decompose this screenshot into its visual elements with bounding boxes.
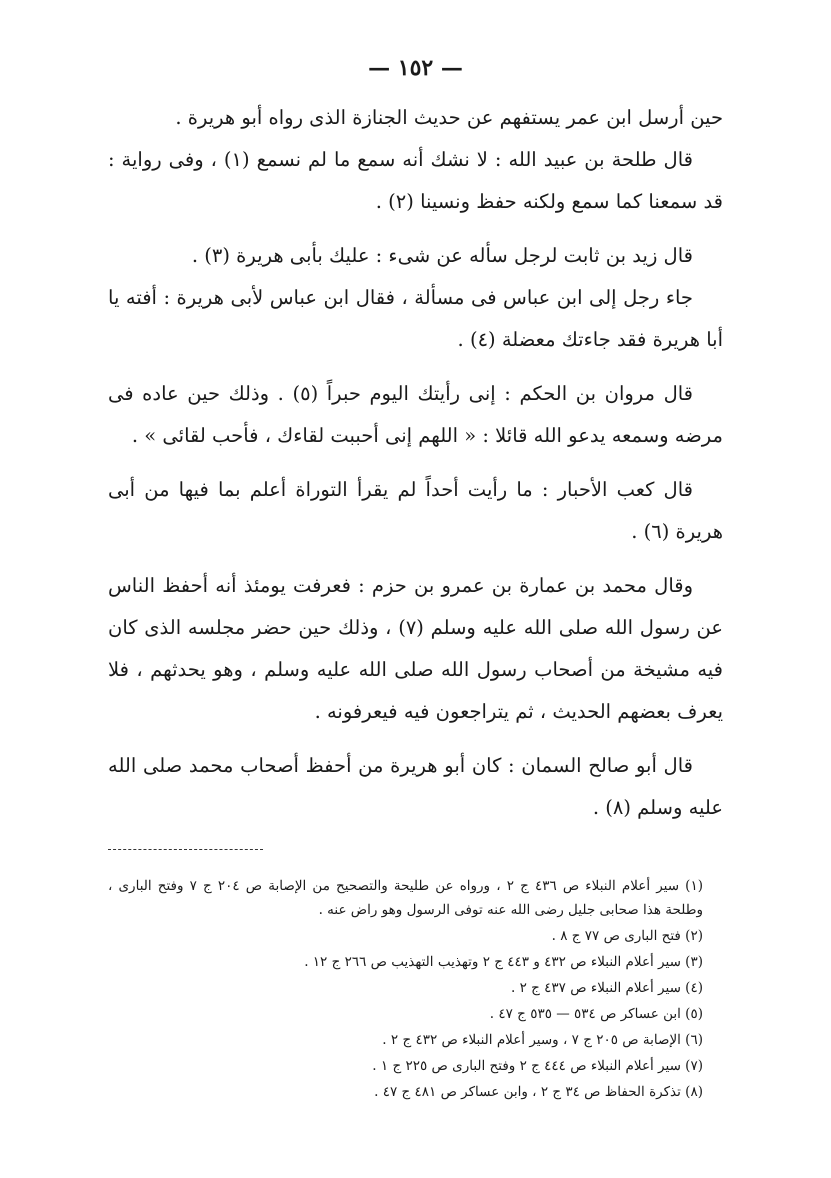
footnote-separator [108,849,263,850]
paragraph-7: وقال محمد بن عمارة بن عمرو بن حزم : فعرفت يومئذ أنه أحفظ الناس عن رسول الله صلى الله عليه وسلم (٧) ، وذلك حين حضر مجلسه الذى كان فيه مشيخة من أصحاب رسول الله صلى الله عليه وسلم ، وهو يحدثهم ، فلا يعرف بعضهم الحديث ، ثم يتراجعون فيه فيعرفونه . [108,574,723,723]
footnote-7: (٧) سير أعلام النبلاء ص ٤٤٤ ج ٢ وفتح البارى ص ٢٢٥ ج ١ . [372,1058,703,1074]
paragraph-4: جاء رجل إلى ابن عباس فى مسألة ، فقال ابن عباس لأبى هريرة : أفته يا أبا هريرة فقد جاءتك معضلة (٤) . [108,286,723,351]
footnote-6: (٦) الإصابة ص ٢٠٥ ج ٧ ، وسير أعلام النبلاء ص ٤٣٢ ج ٢ . [382,1032,703,1048]
footnote-5: (٥) ابن عساكر ص ٥٣٤ — ٥٣٥ ج ٤٧ . [489,1006,703,1022]
footnote-4: (٤) سير أعلام النبلاء ص ٤٣٧ ج ٢ . [511,980,703,996]
paragraph-1: حين أرسل ابن عمر يستفهم عن حديث الجنازة الذى رواه أبو هريرة . [175,106,723,129]
footnote-1: (١) سير أعلام النبلاء ص ٤٣٦ ج ٢ ، ورواه عن طليحة والتصحيح من الإصابة ص ٢٠٤ ج ٧ وفتح البارى ، وطلحة هذا صحابى جليل رضى الله عنه توفى الرسول وهو راض عنه . [108,878,703,918]
footnotes [108,874,723,1104]
page-number: — ١٥٢ — [368,55,463,81]
footnote-8: (٨) تذكرة الحفاظ ص ٣٤ ج ٢ ، وابن عساكر ص ٤٨١ ج ٤٧ . [374,1084,703,1100]
paragraph-2: قال طلحة بن عبيد الله : لا نشك أنه سمع ما لم نسمع (١) ، وفى رواية : قد سمعنا كما سمع ولكنه حفظ ونسينا (٢) . [108,148,723,213]
main-text [108,97,723,829]
paragraph-3: قال زيد بن ثابت لرجل سأله عن شىء : عليك بأبى هريرة (٣) . [191,244,693,267]
paragraph-8: قال أبو صالح السمان : كان أبو هريرة من أحفظ أصحاب محمد صلى الله عليه وسلم (٨) . [108,754,723,819]
footnote-2: (٢) فتح البارى ص ٧٧ ج ٨ . [551,928,703,944]
footnote-3: (٣) سير أعلام النبلاء ص ٤٣٢ و ٤٤٣ ج ٢ وتهذيب التهذيب ص ٢٦٦ ج ١٢ . [304,954,703,970]
paragraph-5: قال مروان بن الحكم : إنى رأيتك اليوم حبراً (٥) . وذلك حين عاده فى مرضه وسمعه يدعو الله قائلا : « اللهم إنى أحببت لقاءك ، فأحب لقائى » . [108,382,723,447]
paragraph-6: قال كعب الأحبار : ما رأيت أحداً لم يقرأ التوراة أعلم بما فيها من أبى هريرة (٦) . [108,478,723,543]
